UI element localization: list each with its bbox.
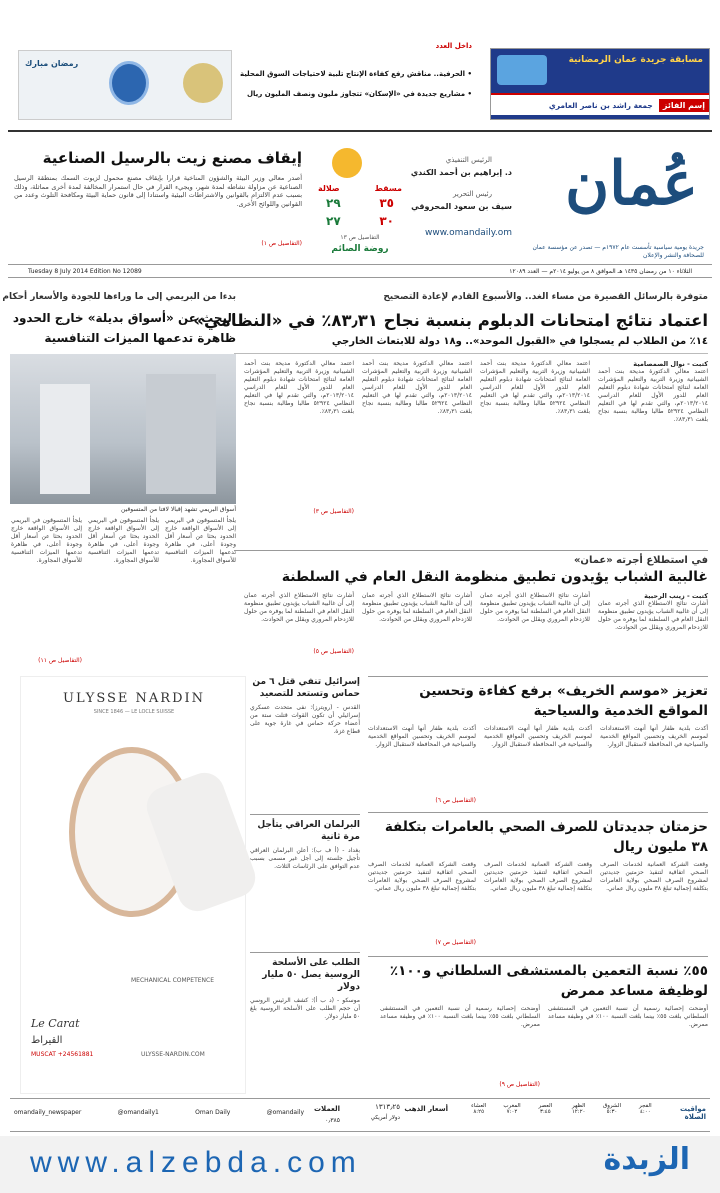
weather-subtitle: التفاصيل ص ١٣ [340, 234, 380, 241]
main-body-col3: اعتمد معالي الدكتورة مديحة بنت أحمد الشيبانية وزيرة التربية والتعليم المؤشرات العامة لنتائج امتحانات شهادة دبلوم التعليم العام للدور الأول للعام الدراسي ٢٠١٣/٢٠١٤م، والتي تقدم لها في التعليم النظامي ٥٢٩٢٤ طالبا وطالبة بنسبة نجاح بلغت ٨٣٫٣١٪. [362, 360, 472, 415]
social-instagram[interactable]: omandaily_newspaper [14, 1109, 82, 1116]
brief-2-title: البرلمان العراقي يتأجل مرة ثانية [257, 820, 360, 842]
prayer-name-4: العصر [538, 1103, 553, 1109]
brief-3[interactable] [250, 952, 360, 1097]
weather-city-1: مسقط [374, 184, 402, 193]
khareef-body-3: أكدت بلدية ظفار أنها أنهت الاستعدادات لموسم الخريف وتحسين المواقع الخدمية والسياحية في المحافظة لاستقبال الزوار. [368, 725, 476, 748]
moon-icon [109, 61, 149, 105]
weather-low-2: ٢٧ [326, 214, 341, 228]
sun-icon [332, 148, 362, 178]
gold-label: أسعار الذهب [404, 1105, 448, 1113]
prayer-time-6: ٨:٢٥ [473, 1109, 485, 1115]
brief-3-body: موسكو - (د ب أ): كشف الرئيس الروسي أن حجم الطلب على الأسلحة الروسية بلغ ٥٠ مليار دولار. [250, 997, 360, 1020]
transport-more: (التفاصيل ص ٥) [313, 648, 354, 655]
watch-brand: ULYSSE NARDIN [62, 691, 206, 706]
sewage-story[interactable] [368, 812, 708, 950]
gold-value: ١٣١٣٫٢٥ [375, 1103, 400, 1111]
chief-name: د. إبراهيم بن أحمد الكندي [410, 168, 512, 177]
weather-title[interactable]: روضة الصائم [331, 244, 389, 254]
prayer-time-2: ٥:٣٠ [606, 1109, 618, 1115]
ramadan-ad[interactable] [18, 50, 232, 120]
inside-item-2[interactable]: • مشاريع جديدة في «الإسكان» تتجاوز مليون ونصف المليون ريال [246, 90, 472, 98]
logo[interactable]: عُمان [565, 149, 698, 219]
buraimi-body-2: يلجأ المتسوقون في البريمي إلى الأسواق الواقعة خارج الحدود بحثا عن أسعار أقل وجودة أعلى، في ظاهرة تدعمها الميزات التنافسية للأسواق المجاورة. [88, 517, 159, 564]
weather-low-1: ٣٠ [379, 214, 394, 228]
top-ad-strip [0, 0, 720, 128]
prayer-name-6: العشاء [471, 1103, 487, 1109]
sewage-body-2: وقعت الشركة العمانية لخدمات الصرف الصحي اتفاقية لتنفيذ حزمتين جديدتين لمشروع الصرف الصحي بولاية العامرات بتكلفة إجمالية تبلغ ٣٨ مليون ريال عماني. [484, 861, 592, 892]
website[interactable]: www.omandaily.om [424, 228, 512, 238]
weather-box [312, 148, 408, 260]
hospital-more: (التفاصيل ص ٩) [499, 1081, 540, 1088]
gold-unit: دولار أمريكي [370, 1115, 400, 1121]
prayer-time-4: ٣:٤٥ [539, 1109, 551, 1115]
brief-1[interactable] [250, 676, 360, 794]
date-bar [8, 264, 712, 278]
watermark-bar [0, 1136, 720, 1193]
weather-high-2: ٢٩ [326, 196, 341, 210]
brief-1-body: القدس - (رويترز): نفى متحدث عسكري إسرائيلي أن تكون القوات قتلت ستة من أعضاء حركة حماس في غارة جوية على قطاع غزة. [250, 704, 360, 735]
prayer-time-1: ٤:٠٠ [639, 1109, 651, 1115]
main-body-col2: اعتمد معالي الدكتورة مديحة بنت أحمد الشيبانية وزيرة التربية والتعليم المؤشرات العامة لنتائج امتحانات شهادة دبلوم التعليم العام للدور الأول للعام الدراسي ٢٠١٣/٢٠١٤م، والتي تقدم لها في التعليم النظامي ٥٢٩٢٤ طالبا وطالبة بنسبة نجاح بلغت ٨٣٫٣١٪. [480, 360, 590, 415]
prayer-name-5: المغرب [503, 1103, 521, 1109]
buraimi-photo [10, 354, 236, 504]
editor-label: رئيس التحرير [453, 190, 492, 198]
khareef-story[interactable] [368, 676, 708, 806]
contest-ad[interactable] [490, 48, 710, 120]
contest-ad-pattern [497, 55, 547, 85]
buraimi-body-3: يلجأ المتسوقون في البريمي إلى الأسواق الواقعة خارج الحدود بحثا عن أسعار أقل وجودة أعلى، في ظاهرة تدعمها الميزات التنافسية للأسواق المجاورة. [11, 517, 82, 564]
main-subhead: ١٤٪ من الطلاب لم يسجلوا في «القبول الموحد».. و١٨ دولة للابتعاث الخارجي [331, 336, 708, 347]
transport-body-2: أشارت نتائج الاستطلاع الذي أجرته عمان إلى أن غالبية الشباب يؤيدون تطبيق منظومة النقل العام في السلطنة لما يوفره من حلول للازدحام المروري ويقلل من الحوادث. [480, 592, 590, 623]
transport-kicker: في استطلاع أجرته «عمان» [573, 555, 708, 566]
weather-city-2: صلالة [318, 184, 340, 193]
watch-tagline: MECHANICAL COMPETENCE [131, 977, 214, 984]
date-arabic: الثلاثاء ١٠ من رمضان ١٤٣٥ هـ الموافق ٨ من يوليو ٢٠١٤م — العدد ١٢٠٨٩ [509, 267, 692, 275]
main-byline: كتبت - نوال الصمصامية [633, 360, 708, 368]
main-headline: اعتماد نتائج امتحانات الدبلوم بنسبة نجاح ٨٣٫٣١٪ في «النظامي» [193, 311, 708, 330]
buraimi-more: (التفاصيل ص ١١) [38, 657, 82, 664]
currency-value: ٠٫٣٨٥ [325, 1117, 340, 1124]
sewage-more: (التفاصيل ص ٧) [435, 939, 476, 946]
sewage-headline: حزمتان جديدتان للصرف الصحي بالعامرات بتكلفة ٣٨ مليون ريال [384, 819, 708, 855]
main-kicker: متوفرة بالرسائل القصيرة من مساء الغد.. والأسبوع القادم لإعادة التصحيح [383, 292, 708, 302]
chief-label: الرئيس التنفيذي [445, 156, 492, 164]
watermark-url[interactable]: www.alzebda.com [30, 1146, 362, 1179]
hospital-story[interactable] [368, 956, 708, 1094]
inside-label: داخل العدد [435, 42, 472, 50]
brief-3-title: الطلب على الأسلحة الروسية يصل ٥٠ مليار دولار [262, 958, 360, 992]
khareef-headline: تعزيز «موسم الخريف» برفع كفاءة وتحسين المواقع الخدمية والسياحية [419, 683, 708, 719]
prayer-name-1: الفجر [639, 1103, 652, 1109]
top-story-more: (التفاصيل ص ١) [261, 240, 302, 247]
transport-body-3: أشارت نتائج الاستطلاع الذي أجرته عمان إلى أن غالبية الشباب يؤيدون تطبيق منظومة النقل العام في السلطنة لما يوفره من حلول للازدحام المروري ويقلل من الحوادث. [362, 592, 472, 623]
social-twitter[interactable]: @omandaily1 [117, 1109, 159, 1116]
currency-label: العملات [313, 1105, 340, 1113]
inside-item-1[interactable]: • الحرفية.. مناقش رفع كفاءة الإنتاج تلبية لاحتياجات السوق المحلية [239, 70, 472, 78]
lecarat-logo: Le Carat [31, 1017, 80, 1030]
winner-name: جمعة راشد بن ناصر العامري [548, 100, 653, 110]
top-story-body: أصدر معالي وزير البيئة والشؤون المناخية قرارا بإيقاف مصنع محمول لزيوت السمك بمنطقة الرسيل الصناعية عن مزاولة نشاطه لمدة شهر، ويجيء القرار في حال استمرار المخالفة لمدة أخرى مماثلة، وذلك بسبب عدم الالتزام بالقوانين والاشتراطات البيئية واستنادا إلى قانون حماية البيئة ومكافحة التلوث وعدد من القوانين واللوائح الأخرى. [14, 174, 302, 208]
watch-site: ULYSSE-NARDIN.COM [141, 1051, 205, 1058]
brief-2-body: بغداد - (أ ف ب): أعلن البرلمان العراقي تأجيل جلسته إلى أجل غير مسمى بسبب عدم التوافق على الرئاسات الثلاث. [250, 847, 360, 870]
sewage-body-3: وقعت الشركة العمانية لخدمات الصرف الصحي اتفاقية لتنفيذ حزمتين جديدتين لمشروع الصرف الصحي بولاية العامرات بتكلفة إجمالية تبلغ ٣٨ مليون ريال عماني. [368, 861, 476, 892]
sewage-body-1: وقعت الشركة العمانية لخدمات الصرف الصحي اتفاقية لتنفيذ حزمتين جديدتين لمشروع الصرف الصحي بولاية العامرات بتكلفة إجمالية تبلغ ٣٨ مليون ريال عماني. [600, 861, 708, 892]
prayer-name-3: الظهر [572, 1103, 586, 1109]
hospital-body-1: أوضحت إحصائية رسمية أن نسبة التعمين في المستشفى السلطاني بلغت ٥٥٪ بينما بلغت النسبة ١٠٠٪ في وظيفة مساعد ممرض. [548, 1005, 708, 1028]
prayer-label: مواقيت الصلاة [680, 1105, 706, 1121]
social-youtube[interactable]: @omandaily [266, 1109, 304, 1116]
editor-name: سيف بن سعود المحروقي [411, 202, 512, 211]
khareef-body-2: أكدت بلدية ظفار أنها أنهت الاستعدادات لموسم الخريف وتحسين المواقع الخدمية والسياحية في المحافظة لاستقبال الزوار. [484, 725, 592, 748]
social-links [14, 1109, 304, 1116]
masthead-tagline: جريدة يومية سياسية تأسست عام ١٩٧٢م — تصدر عن مؤسسة عمان للصحافة والنشر والإعلان [532, 244, 704, 259]
watch-since: SINCE 1846 — LE LOCLE SUISSE [93, 709, 175, 715]
watermark-brand: الزبدة [603, 1142, 690, 1177]
prayer-table [462, 1103, 662, 1115]
transport-body-4: أشارت نتائج الاستطلاع الذي أجرته عمان إلى أن غالبية الشباب يؤيدون تطبيق منظومة النقل العام في السلطنة لما يوفره من حلول للازدحام المروري ويقلل من الحوادث. [244, 592, 354, 623]
footer-bar [10, 1098, 710, 1132]
hospital-headline: ٥٥٪ نسبة التعمين بالمستشفى السلطاني و١٠٠٪ لوظيفة مساعد ممرض [389, 963, 708, 999]
transport-byline: كتبت - زينب الرحبية [644, 592, 708, 600]
main-story[interactable] [193, 292, 708, 542]
hospital-body-2: أوضحت إحصائية رسمية أن نسبة التعمين في المستشفى السلطاني بلغت ٥٥٪ بينما بلغت النسبة ١٠٠٪ في وظيفة مساعد ممرض. [380, 1005, 540, 1028]
world-briefs [250, 676, 360, 1094]
contest-ad-title: مسابقة جريدة عمان الرمضانية [568, 55, 703, 65]
lecarat-logo-ar: القيراط [31, 1035, 63, 1046]
buraimi-headline: البحث عن «أسواق بديلة» خارج الحدود ظاهرة تدعمها الميزات التنافسية [12, 311, 236, 345]
buraimi-kicker: بدءا من البريمي إلى ما وراءها للجودة والأسعار أحكام [2, 292, 236, 302]
lecarat-contact: MUSCAT +24561881 [31, 1051, 94, 1058]
prayer-time-5: ٧:٠٢ [506, 1109, 518, 1115]
top-story-title: إيقاف مصنع زيت بالرسيل الصناعية [42, 149, 302, 167]
transport-headline: غالبية الشباب يؤيدون تطبيق منظومة النقل العام في السلطنة [281, 569, 708, 585]
ad-logo [183, 63, 223, 103]
social-facebook[interactable]: Oman Daily [195, 1109, 231, 1116]
ramadan-ad-text: رمضان مبارك [25, 59, 79, 68]
brief-1-title: إسرائيل تنفي قتل ٦ من حماس وتستعد للتصعيد [252, 677, 360, 699]
top-story-left[interactable] [14, 148, 302, 260]
buraimi-caption: أسواق البريمي تشهد إقبالا لافتا من المتسوقين [120, 506, 236, 513]
khareef-more: (التفاصيل ص ٦) [435, 797, 476, 804]
brief-2[interactable] [250, 814, 360, 947]
transport-story[interactable] [234, 550, 708, 670]
prayer-name-2: الشروق [602, 1103, 622, 1109]
main-body-col4: اعتمد معالي الدكتورة مديحة بنت أحمد الشيبانية وزيرة التربية والتعليم المؤشرات العامة لنتائج امتحانات شهادة دبلوم التعليم العام للدور الأول للعام الدراسي ٢٠١٣/٢٠١٤م، والتي تقدم لها في التعليم النظامي ٥٢٩٢٤ طالبا وطالبة بنسبة نجاح بلغت ٨٣٫٣١٪. [244, 360, 354, 415]
prayer-time-3: ١٢:٢٠ [571, 1109, 586, 1115]
buraimi-body-1: يلجأ المتسوقون في البريمي إلى الأسواق الواقعة خارج الحدود بحثا عن أسعار أقل وجودة أعلى، في ظاهرة تدعمها الميزات التنافسية للأسواق المجاورة. [165, 517, 236, 564]
main-more: (التفاصيل ص ٣) [313, 508, 354, 515]
winner-label: إسم الفائز [659, 99, 709, 112]
khareef-body-1: أكدت بلدية ظفار أنها أنهت الاستعدادات لموسم الخريف وتحسين المواقع الخدمية والسياحية في المحافظة لاستقبال الزوار. [600, 725, 708, 748]
inside-issue-box [239, 42, 472, 118]
weather-high-1: ٣٥ [379, 196, 394, 210]
masthead [8, 130, 712, 280]
transport-body-1: أشارت نتائج الاستطلاع الذي أجرته عمان إلى أن غالبية الشباب يؤيدون تطبيق منظومة النقل العام في السلطنة لما يوفره من حلول للازدحام المروري ويقلل من الحوادث. [598, 600, 708, 631]
watch-ad[interactable] [20, 676, 246, 1094]
buraimi-story[interactable] [2, 292, 236, 672]
date-english: Tuesday 8 July 2014 Edition No 12089 [28, 267, 142, 275]
main-body-col1: اعتمد معالي الدكتورة مديحة بنت أحمد الشيبانية وزيرة التربية والتعليم المؤشرات العامة لنتائج امتحانات شهادة دبلوم التعليم العام للدور الأول للعام الدراسي ٢٠١٣/٢٠١٤م، والتي تقدم لها في التعليم النظامي ٥٢٩٢٤ طالبا وطالبة بنسبة نجاح بلغت ٨٣٫٣١٪. [598, 368, 708, 423]
